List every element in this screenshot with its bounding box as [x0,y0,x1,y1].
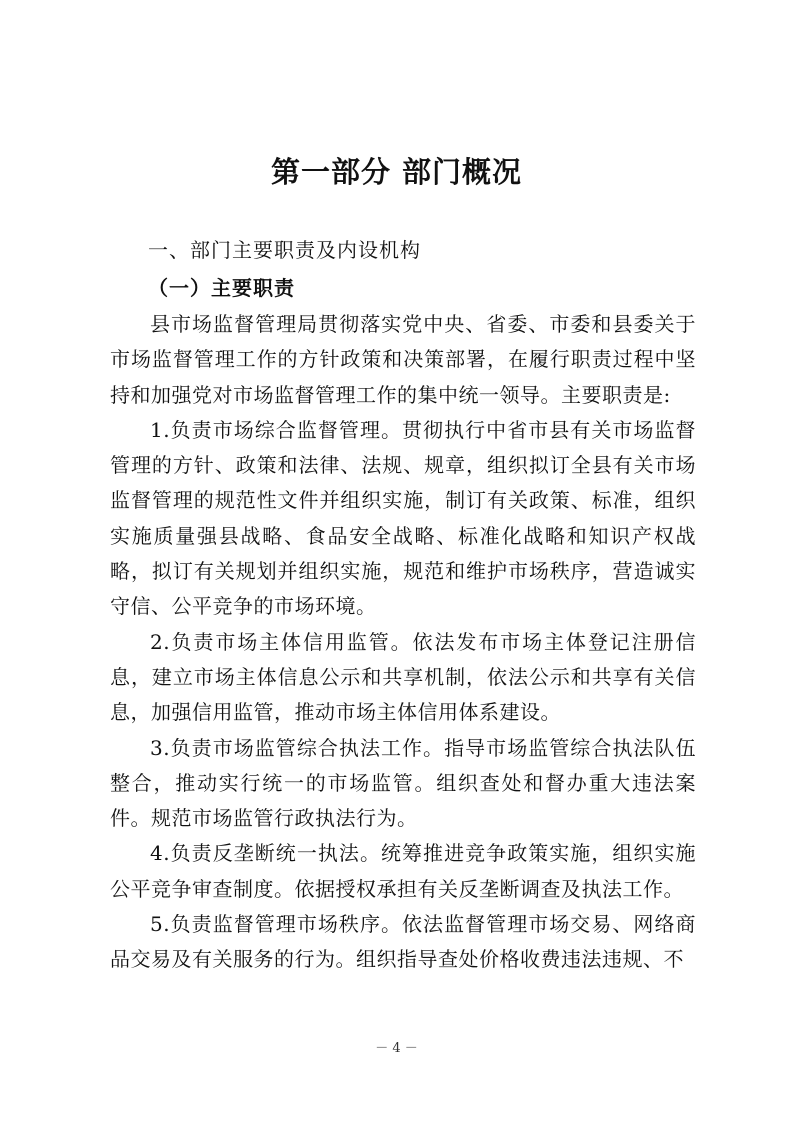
page-title: 第一部分 部门概况 [270,155,523,189]
subsection-heading: （一）主要职责 [148,276,295,300]
paragraph-intro: 县市场监督管理局贯彻落实党中央、省委、市委和县委关于市场监督管理工作的方针政策和决策部署，在履行职责过程中坚持和加强党对市场监督管理工作的集中统一领导。主要职责是: [110,312,696,407]
paragraph-duty-5: 5.负责监督管理市场秩序。依法监督管理市场交易、网络商品交易及有关服务的行为。组织指导查处价格收费违法违规、不 [110,912,696,972]
paragraph-duty-4: 4.负责反垄断统一执法。统筹推进竞争政策实施，组织实施公平竞争审查制度。依据授权承担有关反垄断调查及执法工作。 [110,841,696,901]
page-number: － 4 － [375,1041,418,1056]
paragraph-duty-1: 1.负责市场综合监督管理。贯彻执行中省市县有关市场监督管理的方针、政策和法律、法规、规章，组织拟订全县有关市场监督管理的规范性文件并组织实施，制订有关政策、标准，组织实施质量强县战略、食品安全战略、标准化战略和知识产权战略，拟订有关规划并组织实施，规范和维护市场秩序，营造诚实守信、公平竞争的市场环境。 [110,417,696,619]
paragraph-duty-2: 2.负责市场主体信用监管。依法发布市场主体登记注册信息，建立市场主体信息公示和共享机制，依法公示和共享有关信息，加强信用监管，推动市场主体信用体系建设。 [110,629,696,725]
body-text [110,307,696,978]
paragraph-duty-3: 3.负责市场监管综合执法工作。指导市场监管综合执法队伍整合，推动实行统一的市场监管。组织查处和督办重大违法案件。规范市场监管行政执法行为。 [110,735,696,831]
section-heading: 一、部门主要职责及内设机构 [148,238,421,262]
